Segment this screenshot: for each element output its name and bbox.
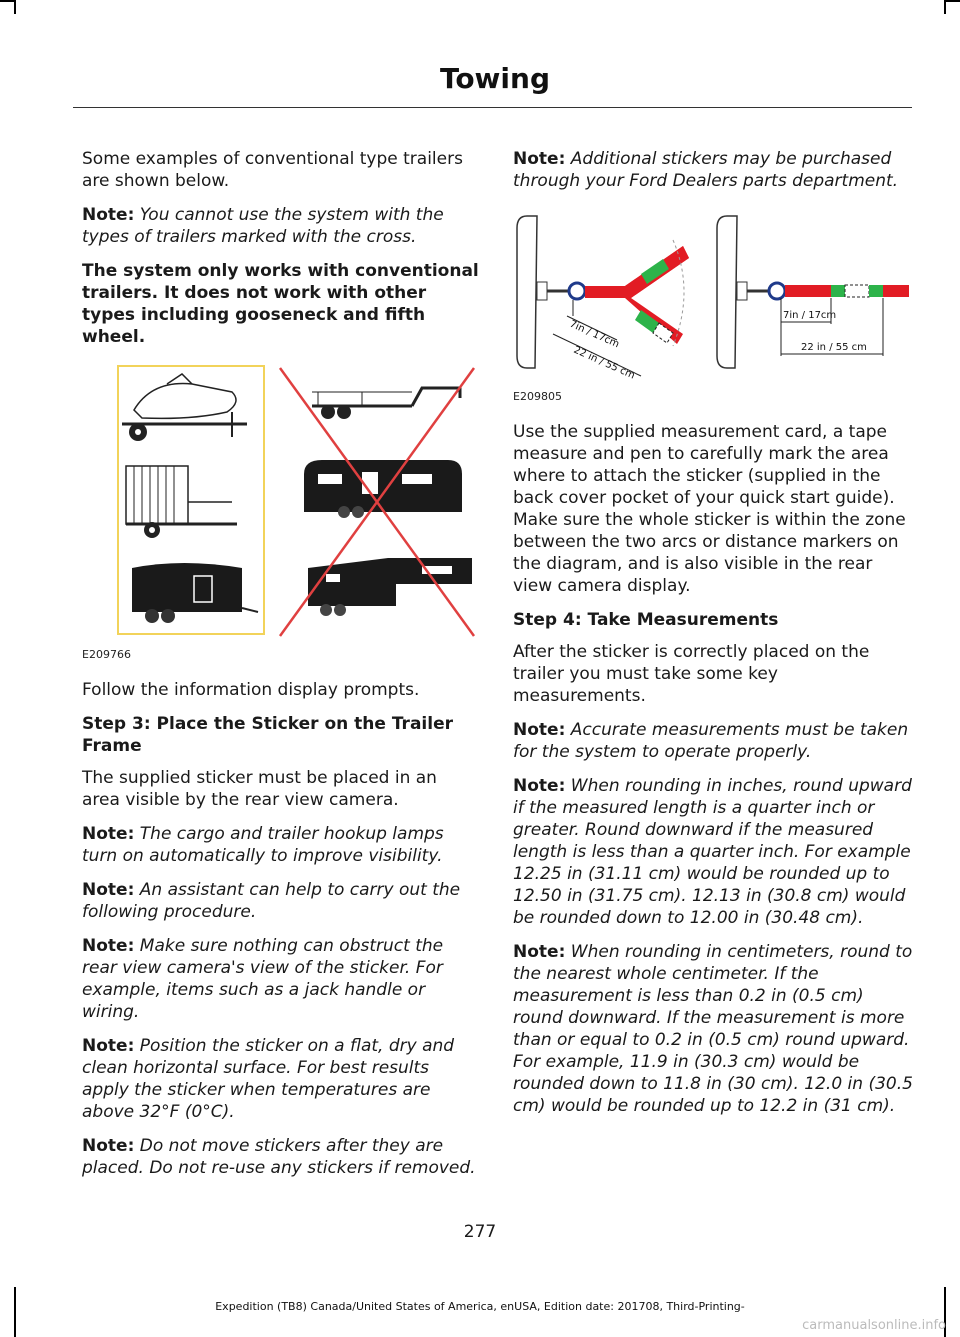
step4-paragraph: After the sticker is correctly placed on the trailer you must take some key measurements. — [513, 642, 870, 706]
note-label: Note: — [82, 824, 135, 844]
note-paragraph — [82, 1035, 480, 1123]
note-text: The cargo and trailer hookup lamps turn on automatically to improve visibility. — [82, 824, 444, 866]
note-paragraph — [513, 775, 913, 929]
enclosed-trailer-icon — [132, 563, 258, 623]
note-text: Position the sticker on a flat, dry and clean horizontal surface. For best results apply the sticker when temperatures are above 32°F (0°C). — [82, 1036, 455, 1122]
step4-heading: Step 4: Take Measurements — [513, 610, 779, 630]
note-paragraph — [82, 879, 480, 923]
note-text: When rounding in centimeters, round to the nearest whole centimeter. If the measurement is less than 0.2 in (0.5 cm) round downward. If the measurement is more than or equal to 0.2 in (0.5 cm) round upward. For example, 11.9 in (30.3 cm) would be rounded down to 11.8 in (30 cm). 12.0 in (30.5 cm) would be rounded up to 12.2 in (31 cm). — [513, 942, 913, 1116]
crop-mark — [14, 0, 16, 14]
figure-code: E209805 — [513, 390, 562, 403]
note-paragraph — [513, 941, 913, 1117]
note-label: Note: — [82, 880, 135, 900]
note-text: An assistant can help to carry out the following procedure. — [82, 880, 461, 922]
sticker-placement-figure — [513, 206, 913, 403]
fifth-wheel-trailer-icon — [308, 558, 472, 616]
long-distance-label-a: 22 in / 55 cm — [571, 344, 637, 382]
trailer-types-figure — [82, 362, 480, 661]
note-paragraph — [513, 148, 913, 192]
short-distance-label-b: 7in / 17cm — [783, 310, 837, 321]
note-label: Note: — [513, 942, 566, 962]
note-paragraph — [513, 719, 913, 763]
page-title: Towing — [439, 62, 550, 95]
header-divider — [73, 107, 912, 108]
note-paragraph — [82, 1135, 480, 1179]
note-label: Note: — [82, 936, 135, 956]
trailer-types-illustration — [82, 362, 480, 642]
follow-paragraph: Follow the information display prompts. — [82, 680, 420, 700]
jetski-trailer-icon — [122, 374, 247, 441]
note-text: Make sure nothing can obstruct the rear view camera's view of the sticker. For example, items such as a jack handle or wiring. — [82, 936, 444, 1022]
note-label: Note: — [513, 776, 566, 796]
note-paragraph — [82, 204, 480, 248]
use-paragraph: Use the supplied measurement card, a tape measure and pen to carefully mark the area where to attach the sticker (supplied in the back cover pocket of your quick start guide). Make sure the whole sticker is within the zone between the two arcs or distance markers on the diagram, and is also visible in the rear view camera display. — [513, 422, 906, 596]
straight-tongue-view — [717, 216, 909, 368]
step3-paragraph: The supplied sticker must be placed in an area visible by the rear view camera. — [82, 768, 437, 810]
note-text: Do not move stickers after they are placed. Do not re-use any stickers if removed. — [82, 1136, 476, 1178]
warning-paragraph: The system only works with conventional trailers. It does not work with other types including gooseneck and fifth wheel. — [82, 261, 479, 347]
note-label: Note: — [82, 1136, 135, 1156]
sticker-placement-diagram — [513, 206, 913, 384]
note-label: Note: — [82, 205, 135, 225]
watermark: carmanualsonline.info — [802, 1318, 946, 1333]
note-label: Note: — [82, 1036, 135, 1056]
short-distance-label-a: 7in / 17cm — [567, 318, 621, 351]
right-column — [513, 148, 913, 1129]
page-number: 277 — [463, 1222, 497, 1242]
long-distance-label-b: 22 in / 55 cm — [801, 342, 867, 353]
note-text: Additional stickers may be purchased through your Ford Dealers parts department. — [513, 149, 899, 191]
angled-tongue-view — [517, 216, 689, 382]
crop-mark — [0, 0, 14, 2]
note-text: Accurate measurements must be taken for the system to operate properly. — [513, 720, 909, 762]
step3-heading: Step 3: Place the Sticker on the Trailer Frame — [82, 714, 453, 756]
crop-mark — [946, 0, 960, 2]
note-paragraph — [82, 823, 480, 867]
crop-mark — [944, 0, 946, 14]
note-paragraph — [82, 935, 480, 1023]
note-text: You cannot use the system with the types of trailers marked with the cross. — [82, 205, 444, 247]
footer-text: Expedition (TB8) Canada/United States of America, enUSA, Edition date: 201708, Third-Printing- — [215, 1300, 745, 1313]
gooseneck-trailer-icon — [312, 388, 460, 419]
left-column — [82, 148, 480, 1191]
figure-code: E209766 — [82, 648, 131, 661]
utility-trailer-icon — [126, 466, 237, 538]
note-text: When rounding in inches, round upward if the measured length is a quarter inch or greater. Round downward if the measured length is less than a quarter inch. For example 12.25 in (31.11 cm) would be rounded up to 12.50 in (31.75 cm). 12.13 in (30.8 cm) would be rounded down to 12.00 in (30.48 cm). — [513, 776, 912, 928]
intro-paragraph: Some examples of conventional type trailers are shown below. — [82, 149, 463, 191]
note-label: Note: — [513, 149, 566, 169]
note-label: Note: — [513, 720, 566, 740]
